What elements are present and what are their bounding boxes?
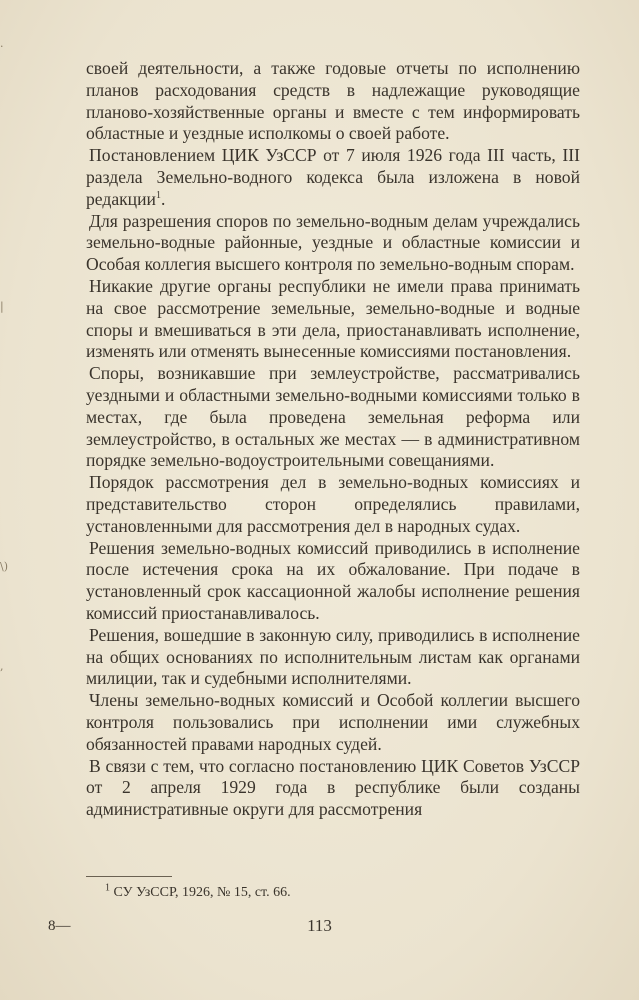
page-number: 113 [307, 916, 332, 935]
signature-mark: 8— [48, 918, 71, 934]
paragraph-7: Решения земельно-водных комиссий приводились в исполнение после истечения срока на их обжалование. При подаче в установленный срок кассационной жалобы исполнение решения комиссий приостанавливалось. [86, 537, 580, 623]
paragraph-5: Споры, возникавшие при землеустройстве, рассматривались уездными и областными земельно-водными комиссиями только в местах, где была проведена земельная реформа или землеустройство, в остальных же местах — в административном порядке земельно-водоустроительными совещаниями. [86, 363, 580, 471]
body-text [86, 58, 580, 821]
margin-mark: , [0, 660, 4, 673]
margin-mark: \) [0, 560, 8, 573]
margin-mark: · [0, 40, 4, 53]
paragraph-3: Для разрешения споров по земельно-водным делам учреждались земельно-водные районные, уездные и областные комиссии и Особая коллегия высшего контроля по земельно-водным спорам. [86, 210, 580, 275]
paragraph-10: В связи с тем, что согласно постановлению ЦИК Советов УзССР от 2 апреля 1929 года в республике были созданы административные округи для рассмотрения [86, 755, 580, 820]
margin-mark: | [0, 300, 4, 313]
footnote-divider [86, 876, 172, 877]
footnote-text: СУ УзССР, 1926, № 15, ст. 66. [113, 885, 291, 900]
paragraph-9: Члены земельно-водных комиссий и Особой коллегии высшего контроля пользовались при исполнении ими служебных обязанностей правами народных судей. [86, 690, 580, 754]
paragraph-2: Постановлением ЦИК УзССР от 7 июля 1926 года III часть, III раздела Земельно-водного кодекса была изложена в новой редакции$^1$. [86, 145, 580, 209]
paragraph-6: Порядок рассмотрения дел в земельно-водных комиссиях и представительство сторон определялись правилами, установленными для рассмотрения дел в народных судах. [86, 472, 580, 536]
paragraph-1: своей деятельности, а также годовые отчеты по исполнению планов расходования средств в надлежащие руководящие планово-хозяйственные органы и вместе с тем информировать областные и уездные исполкомы о своей работе. [86, 58, 580, 144]
paragraph-4: Никакие другие органы республики не имели права принимать на свое рассмотрение земельные, земельно-водные и водные споры и вмешиваться в эти дела, приостанавливать исполнение, изменять или отменять вынесенные комиссиями постановления. [86, 275, 580, 362]
footnote-reference: 1 [155, 189, 161, 201]
footnote-marker: 1 [105, 882, 110, 894]
paragraph-2-text: Постановлением ЦИК УзССР от 7 июля 1926 года III часть, III раздела Земельно-водного кодекса была изложена в новой редакции [86, 145, 580, 209]
footnote [105, 884, 555, 902]
paragraph-8: Решения, вошедшие в законную силу, приводились в исполнение на общих основаниях по исполнительным листам как органами милиции, так и судебными исполнителями. [86, 624, 580, 689]
